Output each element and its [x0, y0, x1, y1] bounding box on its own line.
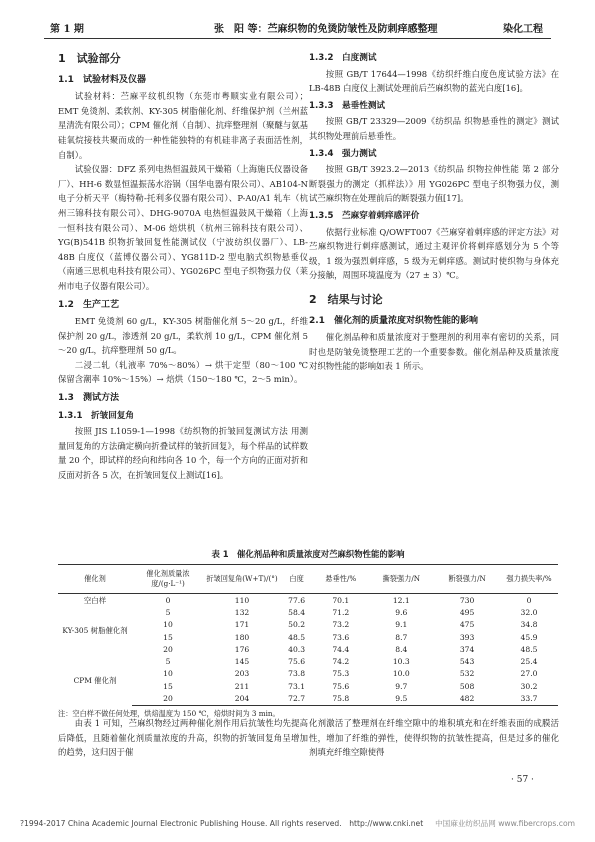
table-cell: 20 — [163, 644, 173, 654]
table-cell: 176 — [234, 644, 250, 654]
table-cell: 204 — [204, 692, 280, 705]
discussion-paragraph-right: 化剂激活了整理剂在纤维空隙中的堆积填充和在纤维表面的成膜活性，增加了纤维的弹性，使得织物的抗皱性提高，但是过多的催化剂填充纤维空隙使得 — [309, 718, 559, 758]
section-2-1-heading: 2.1 催化剂的质量浓度对织物性能的影响 — [309, 315, 478, 326]
header-rule — [44, 38, 551, 39]
process-formula-paragraph: EMT 免烫剂 60 g/L，KY-305 树脂催化剂 5～20 g/L，纤维保护剂 20 g/L，渗透剂 20 g/L，柔软剂 10 g/L，CPM 催化剂 5～20 g/L，抗痒整理剂 50 g/L。 — [58, 316, 308, 356]
section-1-2-heading: 1.2 生产工艺 — [58, 299, 119, 310]
table-row — [58, 668, 558, 680]
itch-evaluation-paragraph: 依据行业标准 Q/OWFT007《苎麻穿着刺痒感的评定方法》对苎麻织物进行刺痒感测试，通过主观评价将刺痒感划分为 5 个等级，1 级为强烈刺痒感，5 级为无刺痒感。测试时使织物与身体充分接触，周围环境温度为（27 ± 3）℃。 — [309, 226, 559, 281]
table-cell: 27.0 — [520, 669, 538, 679]
materials-paragraph: 试验材料：苎麻平纹机织物（东莞市粤顺实业有限公司）；EMT 免烫剂、柔软剂、KY-305 树脂催化剂、纤维保护剂（兰州蓝星清洗有限公司）；CPM 催化剂（自制）、抗痒整理剂（聚醚与氨基硅氧烷接枝共聚而成的一种性能独特的有机硅非离子表面活性剂，自制）。 — [58, 91, 308, 160]
table-cell: 508 — [459, 681, 475, 691]
col-header: 撕裂强力/N — [368, 565, 434, 594]
process-flow-paragraph: 二浸二轧（轧液率 70%～80%）→ 烘干定型（80～100 ℃ 保留含潮率 10%～15%）→ 焙烘（150～180 ℃，2～5 min）。 — [58, 359, 308, 385]
table-cell: 482 — [434, 692, 500, 705]
table-cell: 8.7 — [395, 632, 408, 642]
table-cell: 75.6 — [332, 681, 350, 691]
journal-name: 染化工程 — [503, 24, 543, 35]
section-1-3-3-heading: 1.3.3 悬垂性测试 — [309, 100, 386, 111]
table-caption: 表 1 催化剂品种和质量浓度对苎麻织物性能的影响 — [211, 549, 405, 559]
table-cell: 171 — [234, 620, 250, 630]
table-header-row — [58, 565, 558, 594]
section-1-3-1-heading: 1.3.1 折皱回复角 — [58, 410, 135, 421]
col-header: 催化剂质量浓度/(g·L⁻¹) — [132, 565, 204, 594]
table-cell: 9.5 — [368, 692, 434, 705]
col-header: 催化剂 — [58, 565, 132, 594]
col-header: 白度 — [280, 565, 313, 594]
table-cell: 70.1 — [332, 595, 350, 605]
table-cell: 73.2 — [332, 620, 350, 630]
table-row — [58, 655, 558, 667]
table-cell: 9.1 — [395, 620, 408, 630]
table-cell: 30.2 — [520, 681, 538, 691]
page-number: · 57 · — [511, 775, 534, 785]
table-cell: 73.8 — [288, 669, 306, 679]
table-row — [58, 692, 558, 705]
table-cell: 145 — [234, 657, 250, 667]
article-running-title: 张 阳 等：苎麻织物的免烫防皱性及防刺痒感整理 — [214, 24, 438, 35]
results-table — [58, 564, 558, 706]
table-cell: 15 — [163, 632, 173, 642]
catalyst-intro-paragraph: 催化剂品种和质量浓度对于整理剂的利用率有密切的关系，同时也是防皱免烫整理工艺的一个重要参数。催化剂品种及质量浓度对织物性能的影响如表 1 所示。 — [309, 332, 559, 372]
table-cell: 543 — [459, 657, 475, 667]
table-cell: 10.3 — [392, 657, 410, 667]
table-cell: 15 — [163, 681, 173, 691]
section-1-3-2-heading: 1.3.2 白度测试 — [309, 53, 377, 63]
table-cell: 20 — [132, 692, 204, 705]
table-row — [58, 643, 558, 655]
section-1-1-heading: 1.1 试验材料及仪器 — [58, 74, 146, 85]
whiteness-paragraph: 按照 GB/T 17644—1998《纺织纤维白度色度试验方法》在 LB-48B 白度仪上测试处理前后苎麻织物的蓝光白度[16]。 — [309, 68, 559, 94]
table-cell: 203 — [234, 669, 250, 679]
table-row — [58, 631, 558, 643]
group-label: KY-305 树脂催化剂 — [62, 626, 128, 636]
table-cell: 33.7 — [500, 692, 558, 705]
table-cell: 48.5 — [288, 632, 306, 642]
table-row — [58, 619, 558, 631]
table-cell: 10 — [163, 620, 173, 630]
table-cell: 9.7 — [395, 681, 408, 691]
table-cell: 40.3 — [288, 644, 306, 654]
table-cell: 132 — [234, 607, 250, 617]
table-row — [58, 680, 558, 692]
section-1-heading: 1 试验部分 — [58, 52, 121, 65]
table-cell: 374 — [459, 644, 475, 654]
group-label: 空白样 — [83, 595, 107, 605]
table-cell: 48.5 — [520, 644, 538, 654]
watermark-text: 中国麻业纺织品网 www.fibercrops.com — [435, 819, 575, 828]
issue-number: 第 1 期 — [50, 24, 84, 35]
table-1 — [58, 548, 558, 719]
table-note: 注：空白样不做任何处理，烘焙温度为 150 ℃，焙烘时间为 3 min。 — [58, 708, 280, 718]
table-cell: 0 — [165, 595, 171, 605]
instruments-paragraph: 试验仪器：DFZ 系列电热恒温鼓风干燥箱（上海施氏仪器设备厂）、HH-6 数显恒温振荡水浴锅（国华电器有限公司）、AB104-N 电子分析天平（梅特勒-托利多仪器有限公司）、P-A0/A1 轧车（杭州三锦科技有限公司）、DHG-9070A 电热恒温鼓风干燥箱（上海一恒科技有限公司）、M-06 焙烘机（杭州三锦科技有限公司）、YG(B)541B 织物折皱回复性能测试仪（宁波纺织仪器厂）、LB-48B 白度仪（蓝博仪器公司）、YG811D-2 型电脑式织物悬垂仪（南通三思机电科技有限公司）、YG026PC 型电子织物强力仪（莱州市电子仪器有限公司）。 — [58, 164, 308, 291]
table-cell: 5 — [165, 657, 171, 667]
table-cell: 9.6 — [395, 607, 408, 617]
col-header: 悬垂性/% — [313, 565, 368, 594]
table-cell: 73.6 — [332, 632, 350, 642]
bottom-right-text — [309, 716, 559, 760]
table-cell: 10.0 — [392, 669, 410, 679]
strength-paragraph: 按照 GB/T 3923.2—2013《纺织品 织物拉伸性能 第 2 部分 断裂强力的测定（抓样法）》用 YG026PC 型电子织物强力仪，测试苎麻织物在处理前后的断裂强力值[17]。 — [309, 164, 559, 204]
table-cell: 25.4 — [520, 657, 538, 667]
table-cell: 12.1 — [392, 595, 410, 605]
table-cell: 10 — [163, 669, 173, 679]
table-cell: 72.7 — [280, 692, 313, 705]
table-cell: 211 — [234, 681, 250, 691]
col-header: 断裂强力/N — [434, 565, 500, 594]
table-cell: 34.8 — [520, 620, 538, 630]
table-cell: 393 — [459, 632, 475, 642]
running-header — [44, 14, 551, 38]
table-cell: 58.4 — [288, 607, 306, 617]
table-cell: 532 — [459, 669, 475, 679]
table-cell: 495 — [459, 607, 475, 617]
footer — [20, 818, 575, 829]
crease-recovery-paragraph: 按照 JIS L1059-1—1998《纺织物的折皱回复测试方法 用测量回复角的方法确定横向折叠试样的皱折回复》，每个样品的试样数量 20 个，即试样的经向和纬向各 10 个，每一个方向的正面对折和反面对折各 5 次，在折皱回复仪上测试[16]。 — [58, 426, 308, 481]
table-cell: 77.6 — [288, 595, 306, 605]
table-cell: 75.8 — [313, 692, 368, 705]
copyright-line: ?1994-2017 China Academic Journal Electronic Publishing House. All rights reserved. http://www.cnki.net — [20, 819, 424, 828]
col-header: 强力损失率/% — [500, 565, 558, 594]
table-row — [58, 606, 558, 618]
right-column — [309, 48, 559, 374]
bottom-left-text — [58, 716, 308, 760]
table-cell: 32.0 — [520, 607, 538, 617]
table-cell: 50.2 — [288, 620, 306, 630]
table-cell: 74.2 — [332, 657, 350, 667]
section-1-3-5-heading: 1.3.5 苎麻穿着刺痒感评价 — [309, 210, 420, 221]
table-cell: 5 — [165, 607, 171, 617]
table-cell: 180 — [234, 632, 250, 642]
table-cell: 0 — [526, 595, 532, 605]
table-cell: 74.4 — [332, 644, 350, 654]
discussion-paragraph-left: 由表 1 可知，苎麻织物经过两种催化剂作用后抗皱性均先提高后降低，且随着催化剂质量浓度的升高，织物的折皱回复角呈增加的趋势，这归因于催 — [58, 718, 308, 758]
table-cell: 73.1 — [288, 681, 306, 691]
section-1-3-4-heading: 1.3.4 强力测试 — [309, 148, 377, 159]
drape-paragraph: 按照 GB/T 23329—2009《纺织品 织物悬垂性的测定》测试其织物处理前后悬垂性。 — [309, 116, 559, 141]
table-cell: 45.9 — [520, 632, 538, 642]
section-1-3-heading: 1.3 测试方法 — [58, 393, 119, 404]
col-header: 折皱回复角(W+T)/(°) — [204, 565, 280, 594]
table-cell: 730 — [459, 595, 475, 605]
group-label: CPM 催化剂 — [73, 675, 117, 685]
table-cell: 475 — [459, 620, 475, 630]
table-cell: 71.2 — [332, 607, 350, 617]
section-2-heading: 2 结果与讨论 — [309, 292, 383, 306]
table-cell: 8.4 — [395, 644, 408, 654]
table-cell: 110 — [234, 595, 250, 605]
table-cell: 75.3 — [332, 669, 350, 679]
left-column — [58, 48, 308, 483]
table-row — [58, 594, 558, 607]
table-cell: 75.6 — [288, 657, 306, 667]
